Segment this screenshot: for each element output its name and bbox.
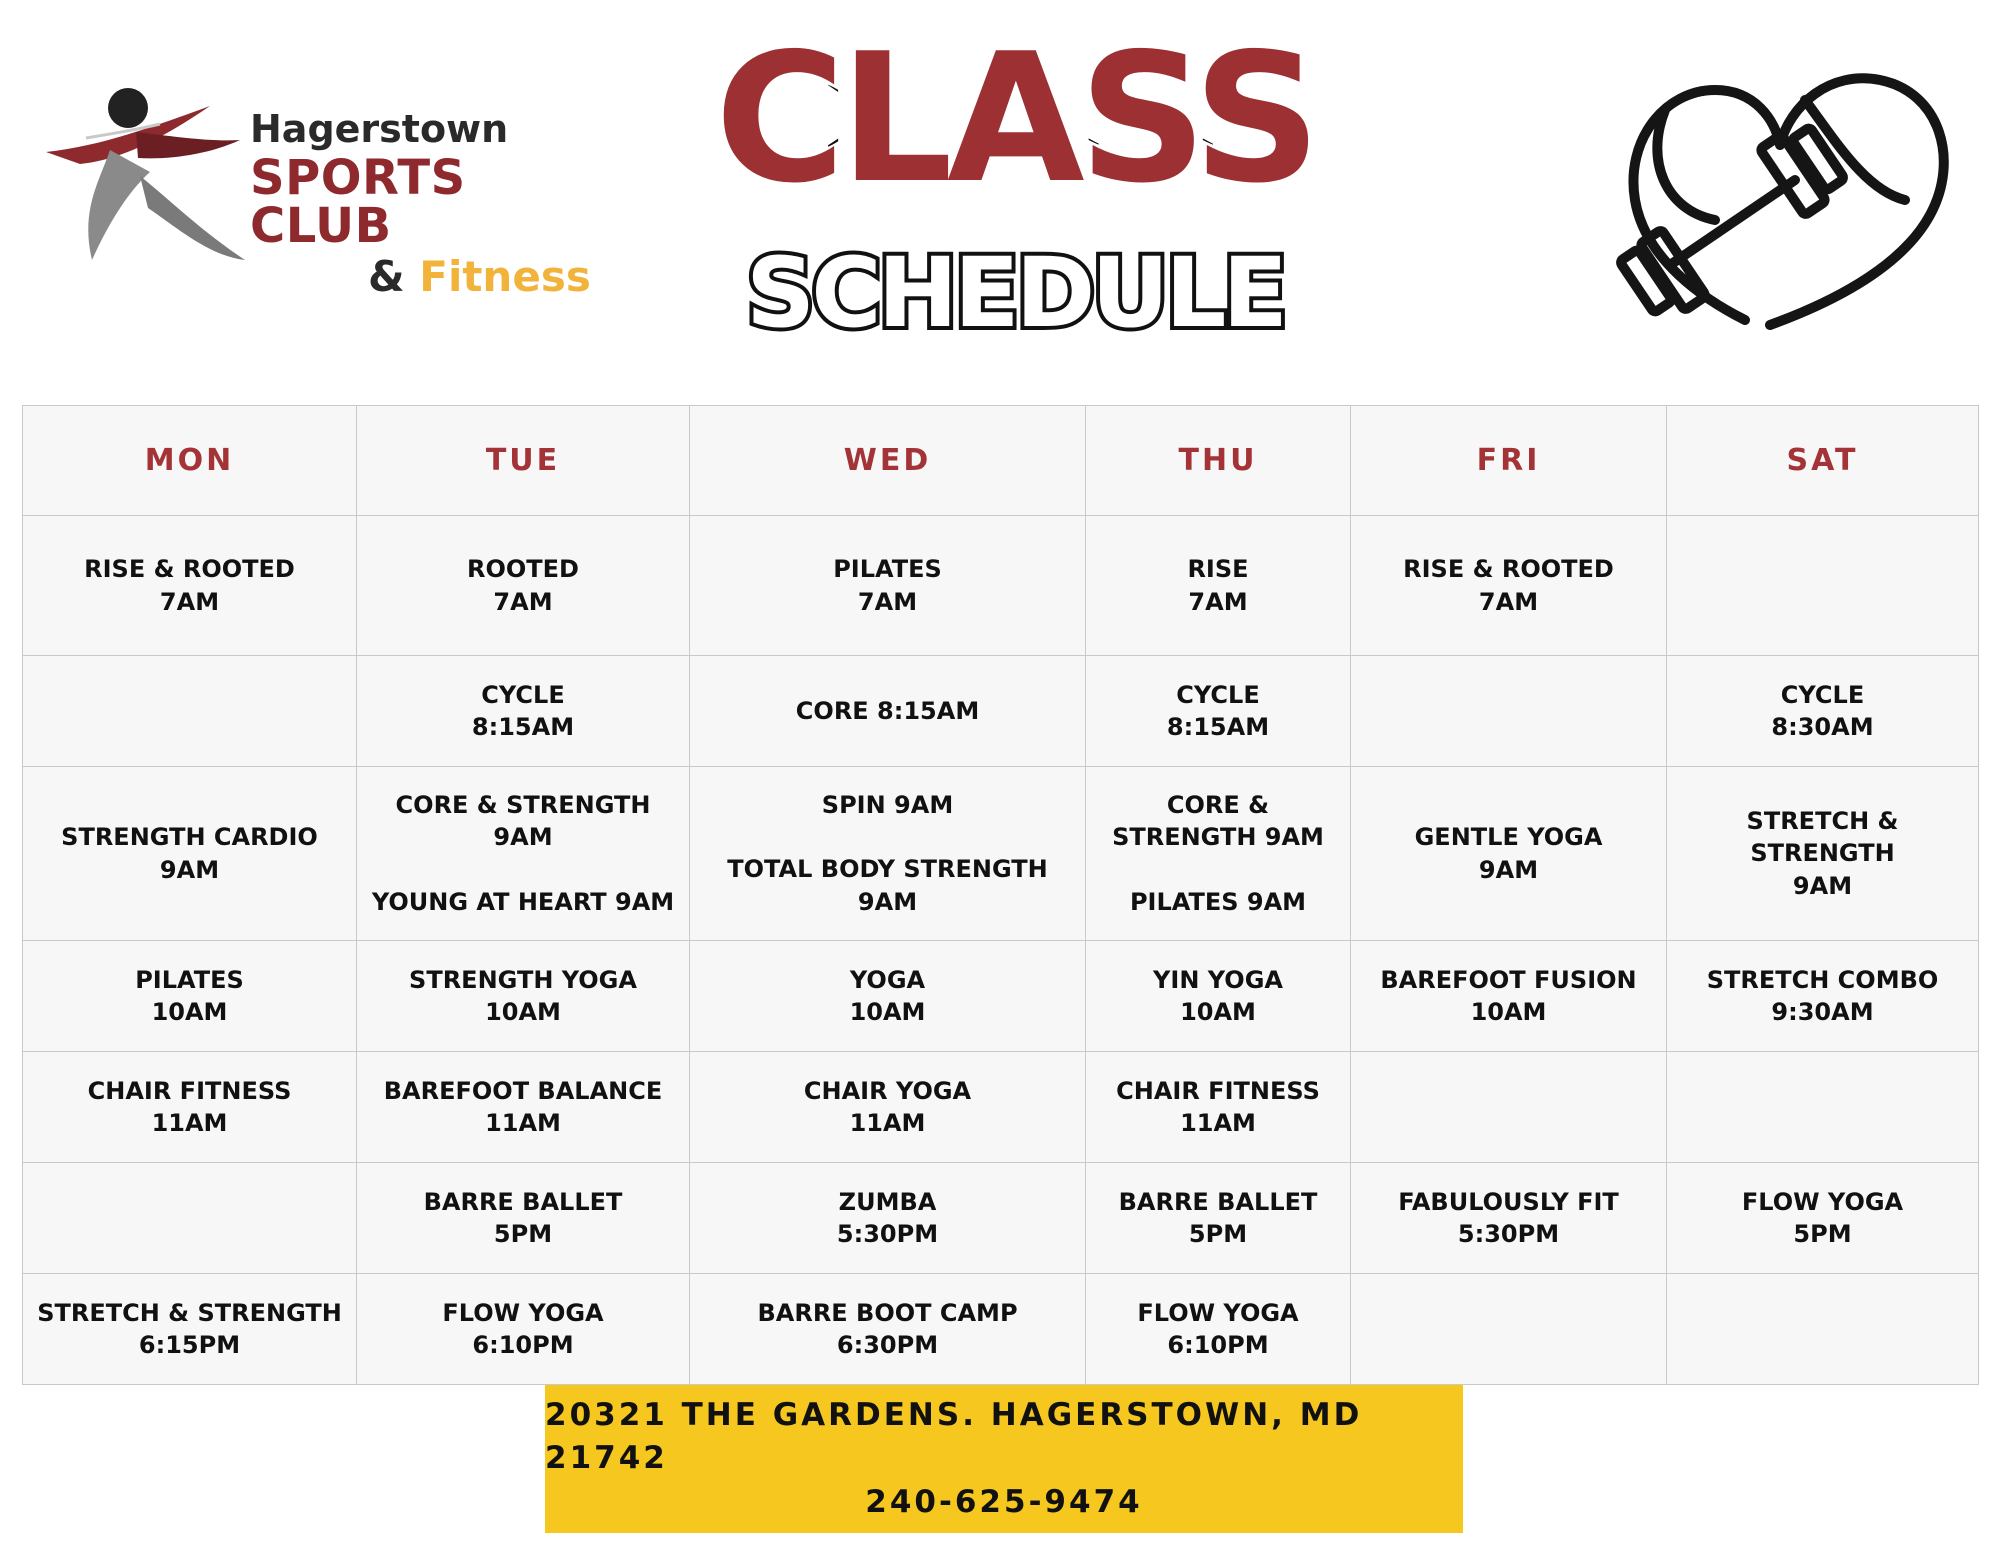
- schedule-row: [23, 1163, 1979, 1274]
- class-entry: CORE 8:15AM: [795, 696, 980, 725]
- schedule-cell: [357, 1052, 690, 1163]
- class-entry: BAREFOOT BALANCE 11AM: [383, 1076, 663, 1137]
- class-entry: CYCLE 8:15AM: [471, 680, 575, 741]
- schedule-cell: [690, 1163, 1086, 1274]
- schedule-cell: [1351, 516, 1667, 656]
- address-text: 20321 THE GARDENS. HAGERSTOWN, MD 21742: [545, 1396, 1363, 1477]
- schedule-cell: [1667, 767, 1979, 941]
- class-entry: YOUNG AT HEART 9AM: [371, 887, 675, 916]
- class-entry: FLOW YOGA 6:10PM: [1137, 1298, 1299, 1359]
- class-entry: CHAIR FITNESS 11AM: [1116, 1076, 1320, 1137]
- schedule-cell: [1667, 941, 1979, 1052]
- class-entry: TOTAL BODY STRENGTH 9AM: [727, 855, 1048, 916]
- schedule-cell: [23, 1052, 357, 1163]
- schedule-cell: [23, 767, 357, 941]
- class-entry: CORE & STRENGTH 9AM: [395, 790, 651, 852]
- schedule-cell: [1667, 1052, 1979, 1163]
- day-header: WED: [690, 406, 1086, 516]
- day-header: MON: [23, 406, 357, 516]
- class-entry: PILATES 9AM: [1129, 887, 1307, 916]
- class-entry: PILATES 10AM: [135, 965, 244, 1026]
- logo-name-line: Hagerstown: [250, 107, 509, 151]
- schedule-cell: [357, 1163, 690, 1274]
- schedule-row: [23, 1274, 1979, 1385]
- class-entry: FLOW YOGA 6:10PM: [442, 1298, 604, 1359]
- class-entry: BAREFOOT FUSION 10AM: [1380, 965, 1637, 1026]
- schedule-cell: [1667, 1163, 1979, 1274]
- schedule-cell: [357, 516, 690, 656]
- class-entry: CHAIR FITNESS 11AM: [87, 1076, 292, 1137]
- schedule-cell: [1351, 656, 1667, 767]
- class-entry: FABULOUSLY FIT 5:30PM: [1398, 1187, 1619, 1248]
- logo-sports-club: SPORTS CLUB: [250, 150, 466, 254]
- logo-fitness: Fitness: [419, 252, 591, 301]
- schedule-cell: [357, 1274, 690, 1385]
- schedule-body: [23, 516, 1979, 1385]
- class-entry: ROOTED 7AM: [467, 555, 579, 616]
- schedule-cell: [357, 767, 690, 941]
- schedule-row: [23, 516, 1979, 656]
- day-header: SAT: [1667, 406, 1979, 516]
- schedule-cell: [690, 941, 1086, 1052]
- schedule-cell: [1086, 1274, 1351, 1385]
- schedule-cell: [690, 516, 1086, 656]
- schedule-cell: [23, 1274, 357, 1385]
- schedule-cell: [1351, 767, 1667, 941]
- schedule-row: [23, 767, 1979, 941]
- schedule-cell: [1086, 1052, 1351, 1163]
- schedule-cell: [690, 1274, 1086, 1385]
- page-headline: [690, 15, 1340, 360]
- schedule-row: [23, 656, 1979, 767]
- schedule-table: [22, 405, 1979, 1385]
- logo-ampersand: &: [368, 252, 405, 301]
- class-entry: STRENGTH YOGA 10AM: [409, 965, 637, 1026]
- class-entry: BARRE BALLET 5PM: [1118, 1187, 1318, 1248]
- schedule-cell: [1351, 1163, 1667, 1274]
- schedule-cell: [23, 516, 357, 656]
- day-header: THU: [1086, 406, 1351, 516]
- class-entry: CHAIR YOGA 11AM: [803, 1076, 972, 1137]
- schedule-cell: [1667, 1274, 1979, 1385]
- class-entry: CORE & STRENGTH 9AM: [1112, 790, 1324, 852]
- club-logo: [40, 80, 600, 301]
- class-entry: STRETCH & STRENGTH 6:15PM: [37, 1298, 342, 1359]
- class-entry: SPIN 9AM: [821, 790, 954, 819]
- schedule-cell: [357, 656, 690, 767]
- day-header: FRI: [1351, 406, 1667, 516]
- logo-fitness-line: [250, 252, 600, 301]
- class-entry: STRETCH & STRENGTH 9AM: [1746, 806, 1899, 900]
- class-entry: CYCLE 8:30AM: [1771, 680, 1874, 741]
- schedule-cell: [1086, 1163, 1351, 1274]
- headline-title: CLASS: [714, 15, 1316, 222]
- schedule-cell: [690, 1052, 1086, 1163]
- contact-banner: [545, 1385, 1463, 1533]
- class-entry: PILATES 7AM: [833, 555, 942, 616]
- class-entry: FLOW YOGA 5PM: [1741, 1187, 1904, 1248]
- schedule-cell: [23, 941, 357, 1052]
- day-header-row: [23, 406, 1979, 516]
- schedule-cell: [23, 1163, 357, 1274]
- class-entry: RISE & ROOTED 7AM: [84, 555, 295, 616]
- class-entry: BARRE BALLET 5PM: [423, 1187, 623, 1248]
- schedule-cell: [1086, 941, 1351, 1052]
- phone-text: 240-625-9474: [865, 1483, 1143, 1520]
- class-entry: YIN YOGA 10AM: [1153, 965, 1283, 1026]
- schedule-cell: [1086, 767, 1351, 941]
- schedule-row: [23, 1052, 1979, 1163]
- schedule-cell: [1667, 656, 1979, 767]
- schedule-cell: [1351, 1274, 1667, 1385]
- schedule-cell: [690, 767, 1086, 941]
- schedule-cell: [1351, 941, 1667, 1052]
- schedule-cell: [1086, 516, 1351, 656]
- runner-logo-icon: [40, 80, 250, 270]
- headline-subtitle: SCHEDULE: [746, 237, 1284, 349]
- schedule-cell: [357, 941, 690, 1052]
- class-entry: RISE & ROOTED 7AM: [1403, 555, 1614, 616]
- class-entry: ZUMBA 5:30PM: [836, 1187, 939, 1248]
- class-entry: GENTLE YOGA 9AM: [1414, 823, 1603, 884]
- schedule-cell: [690, 656, 1086, 767]
- schedule-cell: [23, 656, 357, 767]
- schedule-cell: [1667, 516, 1979, 656]
- schedule-cell: [1086, 656, 1351, 767]
- class-entry: STRENGTH CARDIO 9AM: [61, 823, 318, 884]
- class-entry: BARRE BOOT CAMP 6:30PM: [757, 1298, 1018, 1359]
- day-header: TUE: [357, 406, 690, 516]
- heart-dumbbell-icon: [1555, 50, 1975, 340]
- class-entry: STRETCH COMBO 9:30AM: [1706, 965, 1939, 1026]
- schedule-row: [23, 941, 1979, 1052]
- schedule-cell: [1351, 1052, 1667, 1163]
- class-entry: YOGA 10AM: [849, 965, 926, 1026]
- class-entry: CYCLE 8:15AM: [1166, 680, 1270, 741]
- class-entry: RISE 7AM: [1187, 555, 1249, 616]
